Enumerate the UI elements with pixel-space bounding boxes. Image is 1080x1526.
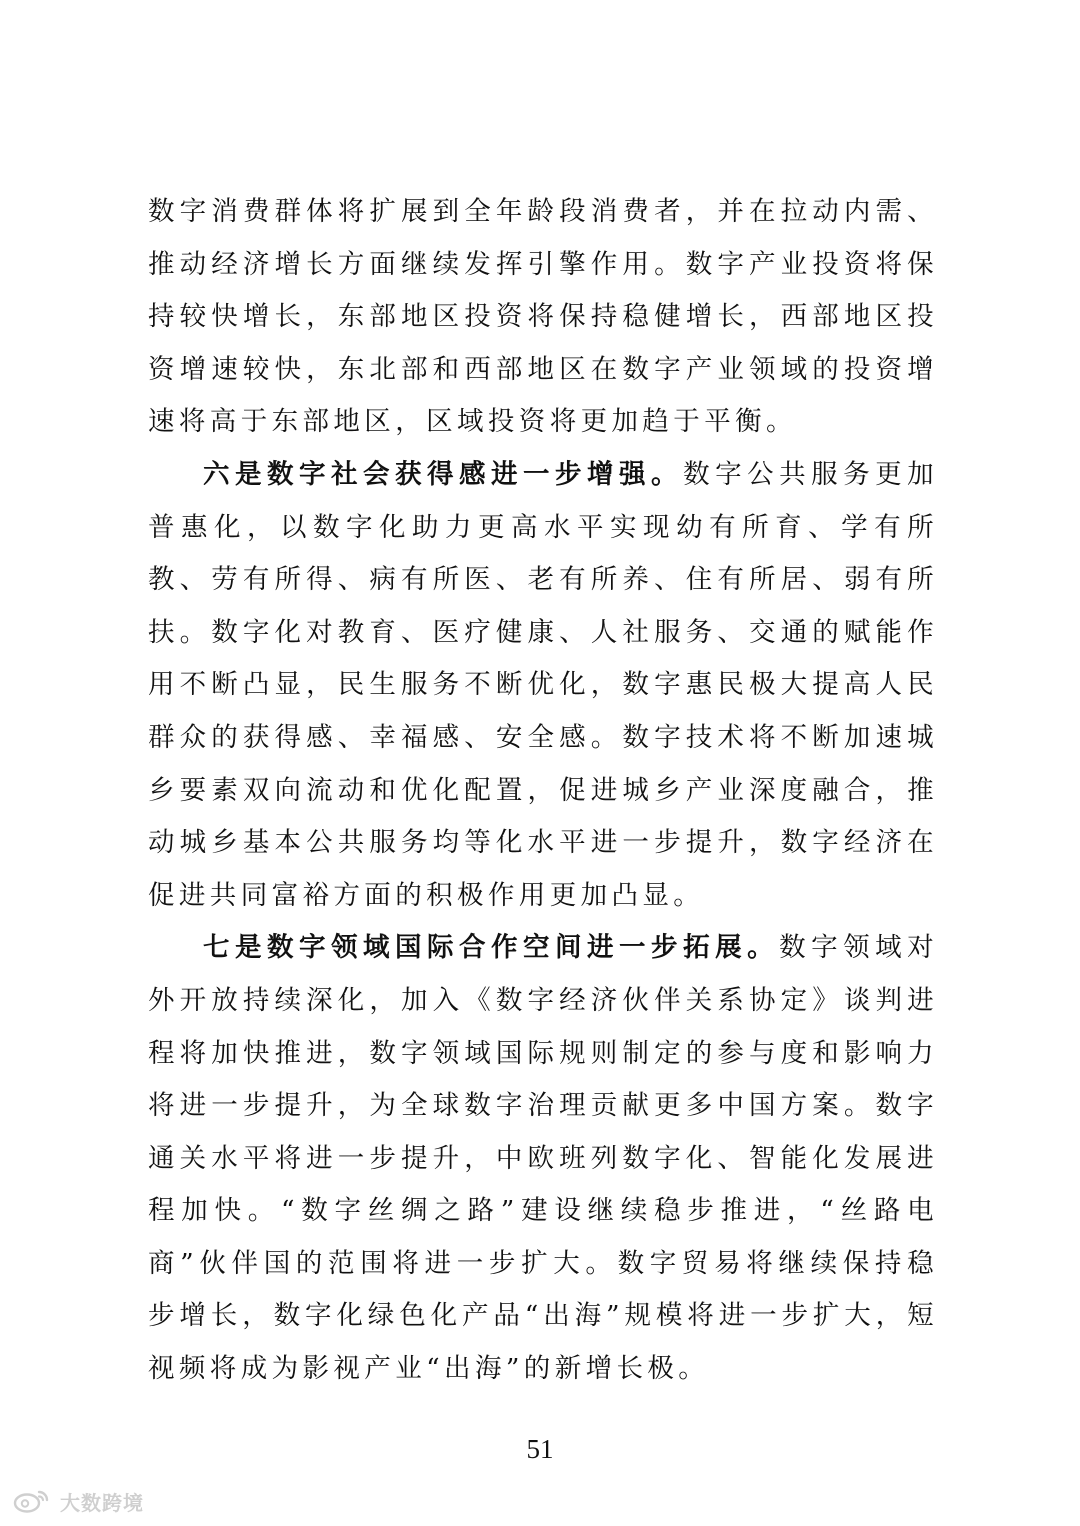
paragraph-text: 数字消费群体将扩展到全年龄段消费者，并在拉动内需、推动经济增长方面继续发挥引擎作用。数字产业投资将保持较快增长，东部地区投资将保持稳健增长，西部地区投资增速较快，东北部和西部地区在数字产业领域的投资增速将高于东部地区，区域投资将更加趋于平衡。 — [148, 196, 938, 438]
paragraph-digital-society — [148, 449, 938, 922]
weibo-logo-icon — [12, 1488, 52, 1514]
paragraph-continuation — [148, 186, 938, 449]
paragraph-lead: 七是数字领域国际合作空间进一步拓展。 — [203, 932, 780, 964]
page-number: 51 — [526, 1434, 554, 1464]
document-body — [148, 186, 938, 1396]
watermark-text: 大数跨境 — [60, 1490, 144, 1515]
watermark — [12, 1486, 144, 1516]
paragraph-lead: 六是数字社会获得感进一步增强。 — [203, 458, 684, 490]
paragraph-text: 数字领域对外开放持续深化，加入《数字经济伙伴关系协定》谈判进程将加快推进，数字领域国际规则制定的参与度和影响力将进一步提升，为全球数字治理贡献更多中国方案。数字通关水平将进一步提升，中欧班列数字化、智能化发展进程加快。“数字丝绸之路”建设继续稳步推进，“丝路电商”伙伴国的范围将进一步扩大。数字贸易将继续保持稳步增长，数字化绿色化产品“出海”规模将进一步扩大，短视频将成为影视产业“出海”的新增长极。 — [148, 932, 939, 1385]
paragraph-text: 数字公共服务更加普惠化，以数字化助力更高水平实现幼有所育、学有所教、劳有所得、病有所医、老有所养、住有所居、弱有所扶。数字化对教育、医疗健康、人社服务、交通的赋能作用不断凸显，民生服务不断优化，数字惠民极大提高人民群众的获得感、幸福感、安全感。数字技术将不断加速城乡要素双向流动和优化配置，促进城乡产业深度融合，推动城乡基本公共服务均等化水平进一步提升，数字经济在促进共同富裕方面的积极作用更加凸显。 — [148, 458, 939, 911]
paragraph-international-cooperation — [148, 922, 938, 1395]
